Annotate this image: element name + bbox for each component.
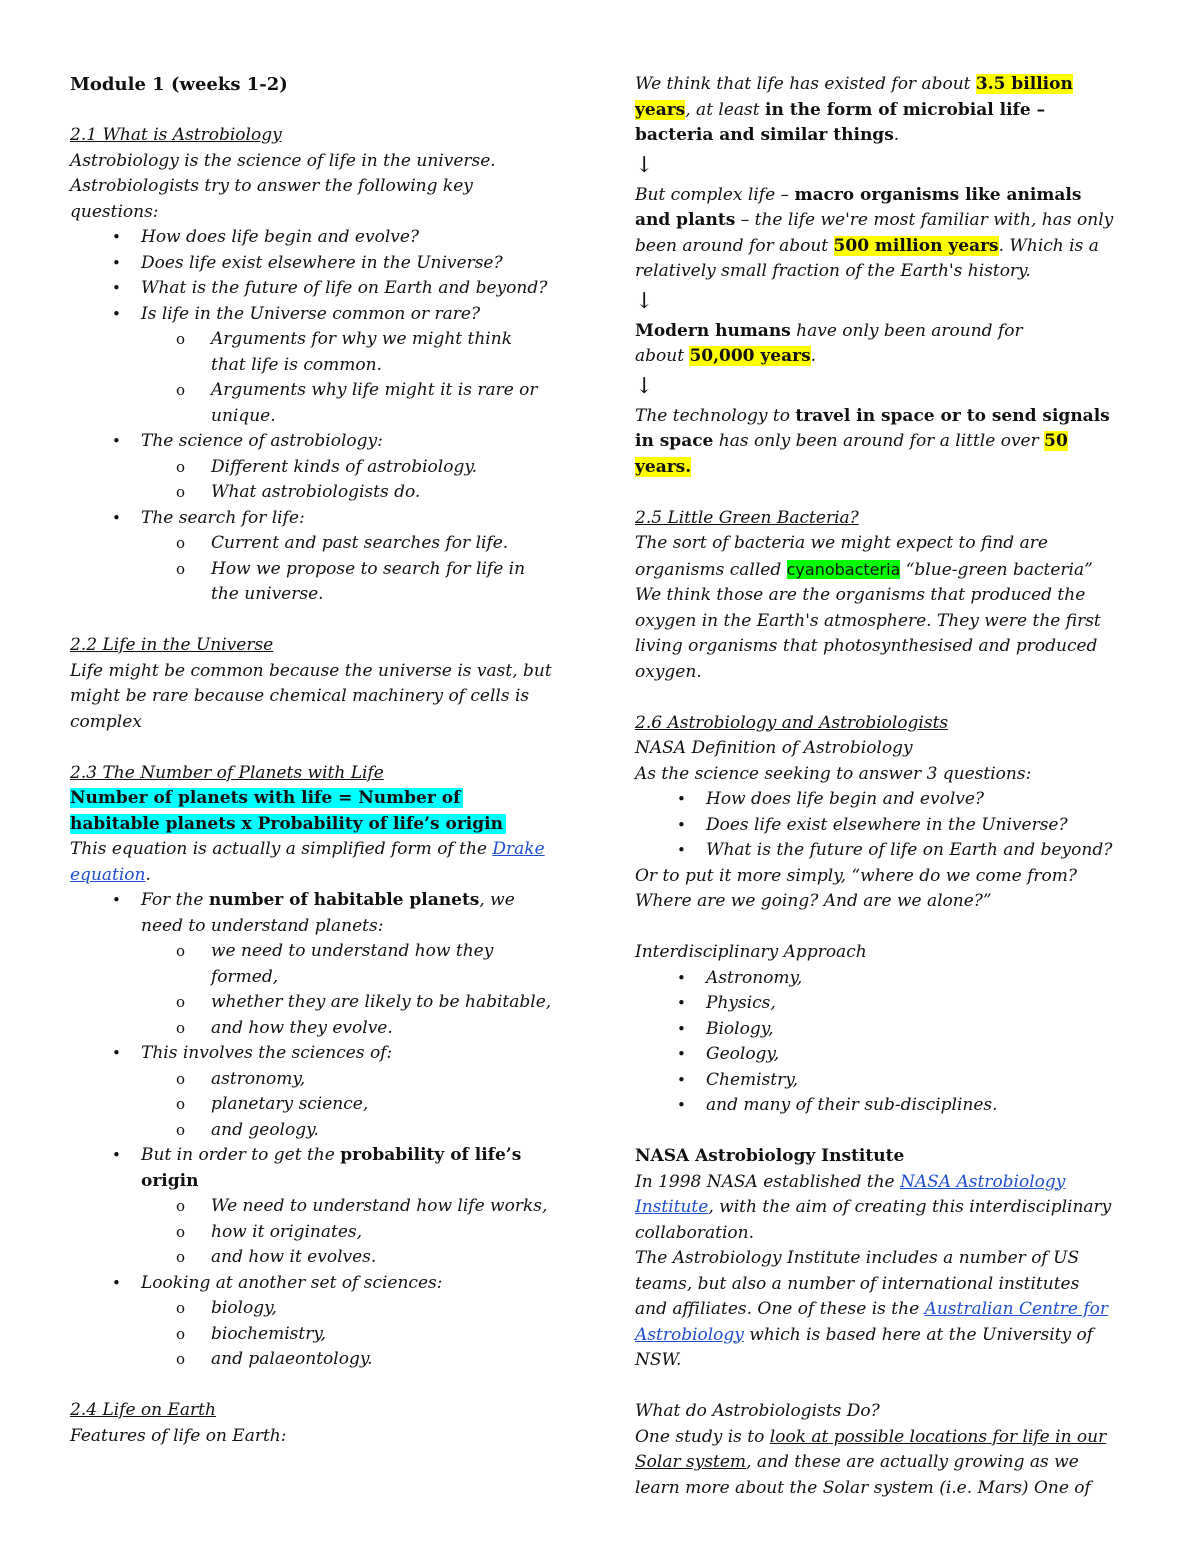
paragraph-line: and affiliates. One of these is the Australian Centre for (635, 1299, 1109, 1319)
sub-bullet-marker: o (176, 534, 186, 552)
highlighted-equation: Number of planets with life = Number of (70, 788, 463, 808)
highlighted-figure: 50,000 years (689, 346, 811, 366)
section-heading: 2.5 Little Green Bacteria? (635, 507, 859, 528)
bullet-marker: • (112, 432, 121, 450)
paragraph-line: Where are we going? And are we alone?” (635, 891, 992, 911)
highlighted-figure: 3.5 billion (975, 74, 1073, 94)
paragraph-line: This equation is actually a simplified form of the Drake (70, 839, 545, 859)
paragraph-line: In 1998 NASA established the NASA Astrobiology (635, 1171, 1066, 1192)
bullet-marker: • (112, 891, 121, 909)
list-item: • The science of astrobiology: (70, 429, 570, 455)
list-item-continued: origin (141, 1170, 199, 1191)
sub-list-item: o Arguments why life might it is rare or (70, 378, 570, 404)
drake-equation-link[interactable]: Drake (492, 839, 545, 859)
paragraph-line: in space has only been around for a little over 50 (635, 431, 1068, 451)
paragraph-line: The technology to travel in space or to send signals (635, 405, 1110, 426)
bullet-marker: • (112, 1273, 121, 1292)
sub-bullet-marker: o (176, 942, 186, 960)
bullet-marker: • (677, 841, 686, 859)
bullet-marker: • (677, 1019, 686, 1038)
list-item: • Chemistry, (635, 1068, 1135, 1094)
sub-bullet-marker: o (176, 1120, 186, 1139)
bullet-marker: • (677, 994, 686, 1012)
sub-bullet-marker: o (176, 1095, 186, 1113)
sub-list-item-continued: the universe. (211, 584, 324, 604)
sub-bullet-marker: o (176, 483, 186, 501)
bullet-marker: • (112, 253, 121, 272)
nasa-astrobiology-institute-link[interactable]: NASA Astrobiology (900, 1171, 1066, 1192)
highlighted-figure: years (635, 456, 686, 477)
paragraph-line: learn more about the Solar system (i.e. Mars) One of (635, 1477, 1091, 1498)
sub-bullet-marker: o (176, 1222, 186, 1241)
list-item: • For the number of habitable planets, we (70, 888, 570, 914)
paragraph-line: might be rare because chemical machinery of cells is (70, 686, 530, 706)
list-item: • and many of their sub-disciplines. (635, 1093, 1135, 1119)
equation-line (70, 812, 570, 838)
sub-bullet-marker: o (176, 330, 186, 348)
sub-list-item: o Arguments for why we might think (70, 327, 570, 353)
sub-list-item: o and how it evolves. (70, 1245, 570, 1271)
paragraph-line: years. (635, 456, 692, 477)
bullet-marker: • (677, 815, 686, 834)
highlighted-figure: years (635, 99, 686, 120)
section-heading: 2.3 The Number of Planets with Life (70, 762, 384, 783)
list-item: • Does life exist elsewhere in the Universe? (70, 251, 570, 277)
list-item: • Does life exist elsewhere in the Universe? (635, 813, 1135, 839)
sub-bullet-marker: o (176, 993, 186, 1011)
bullet-marker: • (112, 228, 121, 246)
list-item: • But in order to get the probability of life’s (70, 1143, 570, 1169)
paragraph-line: Or to put it more simply, “where do we come from? (635, 865, 1077, 886)
paragraph-line: As the science seeking to answer 3 questions: (635, 763, 1032, 784)
sub-bullet-marker: o (176, 1350, 186, 1368)
sub-bullet-marker: o (176, 1069, 186, 1088)
highlighted-figure: 500 million years (833, 235, 999, 256)
australian-centre-link[interactable]: Astrobiology (635, 1324, 744, 1345)
subheading: What do Astrobiologists Do? (635, 1401, 880, 1421)
paragraph-line: Institute, with the aim of creating this interdisciplinary (635, 1197, 1112, 1217)
sub-list-item: o and palaeontology. (70, 1347, 570, 1373)
highlighted-equation: habitable planets x Probability of life’s origin (70, 814, 506, 834)
paragraph-line: complex (70, 711, 142, 732)
paragraph-line: One study is to look at possible locations for life in our (635, 1426, 1107, 1447)
sub-bullet-marker: o (176, 1018, 186, 1037)
list-item: • How does life begin and evolve? (70, 225, 570, 251)
sub-list-item: o biology, (70, 1296, 570, 1322)
list-item: • How does life begin and evolve? (635, 787, 1135, 813)
sub-list-item: o biochemistry, (70, 1322, 570, 1348)
paragraph-line: living organisms that photosynthesised and produced (635, 636, 1098, 656)
paragraph-line: Astrobiology which is based here at the University of (635, 1324, 1094, 1345)
sub-list-item-continued: unique. (211, 405, 276, 426)
paragraph-line: Modern humans have only been around for (635, 320, 1023, 341)
sub-list-item: o whether they are likely to be habitable, (70, 990, 570, 1016)
sub-list-item: o How we propose to search for life in (70, 557, 570, 583)
bullet-marker: • (677, 968, 686, 987)
list-item: • Geology, (635, 1042, 1135, 1068)
subheading: Interdisciplinary Approach (635, 942, 867, 962)
list-item: • Astronomy, (635, 966, 1135, 992)
paragraph-line: We think that life has existed for about 3.5 billion (635, 74, 1073, 94)
bullet-marker: • (112, 1146, 121, 1164)
sub-list-item: o we need to understand how they (70, 939, 570, 965)
paragraph-line: Solar system, and these are actually growing as we (635, 1452, 1079, 1472)
sub-bullet-marker: o (176, 559, 186, 578)
highlighted-term: cyanobacteria (786, 559, 901, 579)
list-item: • What is the future of life on Earth and beyond? (70, 276, 570, 302)
bullet-marker: • (677, 1070, 686, 1089)
section-heading-bold: NASA Astrobiology Institute (635, 1146, 905, 1166)
paragraph-line: Features of life on Earth: (70, 1425, 287, 1446)
list-item: • Looking at another set of sciences: (70, 1271, 570, 1297)
section-heading: 2.1 What is Astrobiology (70, 125, 282, 145)
paragraph-line: The sort of bacteria we might expect to find are (635, 533, 1048, 553)
bullet-marker: • (677, 790, 686, 808)
sub-list-item-continued: that life is common. (211, 354, 382, 375)
paragraph-line: collaboration. (635, 1222, 754, 1243)
sub-list-item: o Current and past searches for life. (70, 531, 570, 557)
module-title: Module 1 (weeks 1-2) (70, 74, 288, 95)
sub-bullet-marker: o (176, 1197, 186, 1215)
sub-list-item: o We need to understand how life works, (70, 1194, 570, 1220)
list-item: • Physics, (635, 991, 1135, 1017)
list-item-continued: need to understand planets: (141, 915, 384, 936)
list-item: • Is life in the Universe common or rare? (70, 302, 570, 328)
sub-bullet-marker: o (176, 1248, 186, 1266)
australian-centre-link[interactable]: Australian Centre for (924, 1299, 1109, 1319)
sub-list-item: o Different kinds of astrobiology. (70, 455, 570, 481)
section-heading: 2.4 Life on Earth (70, 1400, 216, 1420)
paragraph-line: equation. (70, 864, 151, 885)
sub-list-item: o What astrobiologists do. (70, 480, 570, 506)
sub-bullet-marker: o (176, 381, 186, 399)
sub-list-item-continued: formed, (211, 966, 279, 987)
down-arrow-icon: ↓ (635, 288, 654, 314)
list-item: • This involves the sciences of: (70, 1041, 570, 1067)
sub-list-item: o astronomy, (70, 1067, 570, 1093)
paragraph-line: NSW. (635, 1350, 682, 1370)
highlighted-figure: 50 (1044, 431, 1068, 451)
down-arrow-icon: ↓ (635, 152, 654, 178)
sub-bullet-marker: o (176, 457, 186, 476)
paragraph-line: organisms called cyanobacteria “blue-green bacteria” (635, 559, 1093, 580)
drake-equation-link[interactable]: equation (70, 864, 146, 885)
paragraph-line: bacteria and similar things. (635, 125, 900, 145)
list-item: • Biology, (635, 1017, 1135, 1043)
bullet-marker: • (677, 1045, 686, 1063)
paragraph-line: oxygen in the Earth's atmosphere. They were the first (635, 610, 1101, 631)
bullet-marker: • (677, 1096, 686, 1114)
sub-list-item: o and how they evolve. (70, 1016, 570, 1042)
paragraph-line: and plants – the life we're most familiar with, has only (635, 210, 1114, 230)
paragraph-line: been around for about 500 million years. Which is a (635, 235, 1099, 256)
paragraph-line: about 50,000 years. (635, 346, 817, 366)
paragraph-line: We think those are the organisms that produced the (635, 585, 1086, 605)
left-column (70, 72, 570, 1449)
paragraph-line: oxygen. (635, 661, 702, 682)
down-arrow-icon: ↓ (635, 373, 654, 399)
paragraph-line: Astrobiologists try to answer the following key (70, 176, 473, 196)
sub-list-item: o planetary science, (70, 1092, 570, 1118)
paragraph-line: relatively small fraction of the Earth's history. (635, 261, 1031, 281)
bullet-marker: • (112, 508, 121, 527)
paragraph-line: questions: (70, 201, 159, 222)
paragraph-line: But complex life – macro organisms like animals (635, 184, 1082, 205)
bullet-marker: • (112, 304, 121, 323)
paragraph-line: Astrobiology is the science of life in the universe. (70, 150, 496, 171)
nasa-astrobiology-institute-link[interactable]: Institute (635, 1197, 709, 1217)
bullet-marker: • (112, 1044, 121, 1062)
sub-list-item: o how it originates, (70, 1220, 570, 1246)
paragraph-line: Life might be common because the universe is vast, but (70, 660, 552, 681)
paragraph-line: NASA Definition of Astrobiology (635, 738, 913, 758)
sub-list-item: o and geology. (70, 1118, 570, 1144)
equation-line (70, 786, 570, 812)
section-heading: 2.2 Life in the Universe (70, 635, 274, 655)
paragraph-line: teams, but also a number of international institutes (635, 1273, 1080, 1294)
right-column (635, 72, 1135, 1501)
sub-bullet-marker: o (176, 1299, 186, 1317)
sub-bullet-marker: o (176, 1324, 186, 1343)
section-heading: 2.6 Astrobiology and Astrobiologists (635, 712, 949, 733)
paragraph-line: The Astrobiology Institute includes a number of US (635, 1248, 1080, 1268)
list-item: • The search for life: (70, 506, 570, 532)
bullet-marker: • (112, 279, 121, 297)
list-item: • What is the future of life on Earth and beyond? (635, 838, 1135, 864)
paragraph-line: years, at least in the form of microbial life – (635, 99, 1046, 120)
